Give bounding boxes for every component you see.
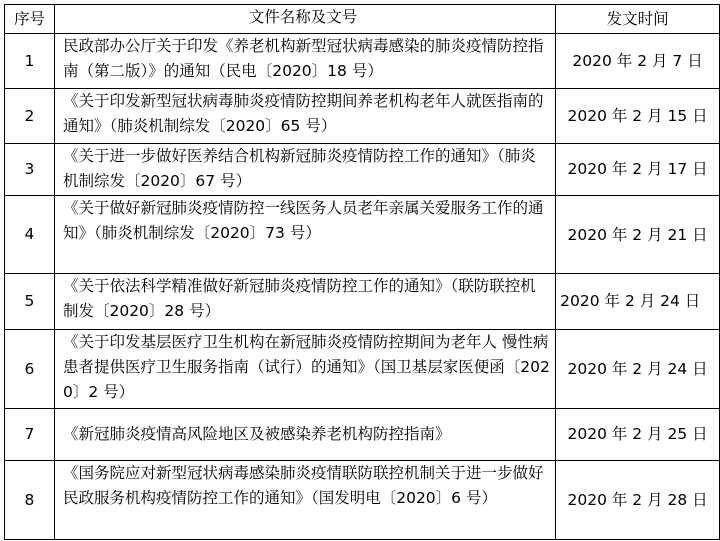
header-row <box>5 5 720 34</box>
table-row <box>5 89 720 144</box>
row-title: 《关于做好新冠肺炎疫情防控一线医务人员老年亲属关爱服务工作的通知》（肺炎机制综发〔2020〕73 号） <box>54 196 555 274</box>
table-row <box>5 144 720 196</box>
row-date: 2020 年 2 月 17 日 <box>556 144 720 196</box>
row-no: 3 <box>5 144 55 196</box>
row-title: 《新冠肺炎疫情高风险地区及被感染养老机构防控指南》 <box>54 409 555 461</box>
row-no: 2 <box>5 89 55 144</box>
table-row <box>5 330 720 409</box>
row-no: 8 <box>5 461 55 540</box>
row-title: 《关于进一步做好医养结合机构新冠肺炎疫情防控工作的通知》（肺炎机制综发〔2020〕67 号） <box>54 144 555 196</box>
row-date: 2020 年 2 月 21 日 <box>556 196 720 274</box>
row-date: 2020 年 2 月 24 日 <box>556 330 720 409</box>
row-date: 2020 年 2 月 28 日 <box>556 461 720 540</box>
table-row <box>5 274 720 330</box>
row-no: 5 <box>5 274 55 330</box>
row-title: 《关于印发新型冠状病毒肺炎疫情防控期间养老机构老年人就医指南的通知》（肺炎机制综发〔2020〕65 号） <box>54 89 555 144</box>
row-no: 1 <box>5 34 55 89</box>
row-no: 4 <box>5 196 55 274</box>
row-title: 《关于印发基层医疗卫生机构在新冠肺炎疫情防控期间为老年人 慢性病患者提供医疗卫生服务指南（试行）的通知》（国卫基层家医便函〔2020〕2 号） <box>54 330 555 409</box>
row-title: 《国务院应对新型冠状病毒感染肺炎疫情联防联控机制关于进一步做好民政服务机构疫情防控工作的通知》（国发明电〔2020〕6 号） <box>54 461 555 540</box>
row-title: 民政部办公厅关于印发《养老机构新型冠状病毒感染的肺炎疫情防控指南（第二版）》的通知（民电〔2020〕18 号） <box>54 34 555 89</box>
table-row <box>5 196 720 274</box>
header-date: 发文时间 <box>556 5 720 34</box>
row-date: 2020 年 2 月 25 日 <box>556 409 720 461</box>
row-no: 7 <box>5 409 55 461</box>
table-row <box>5 409 720 461</box>
document-table <box>4 4 720 540</box>
row-date: 2020 年 2 月 7 日 <box>556 34 720 89</box>
row-no: 6 <box>5 330 55 409</box>
row-date: 2020 年 2 月 24 日 <box>556 274 720 330</box>
row-title: 《关于依法科学精准做好新冠肺炎疫情防控工作的通知》（联防联控机制发〔2020〕28 号） <box>54 274 555 330</box>
table-row <box>5 461 720 540</box>
table-row <box>5 34 720 89</box>
row-date: 2020 年 2 月 15 日 <box>556 89 720 144</box>
header-no: 序号 <box>5 5 55 34</box>
header-title: 文件名称及文号 <box>54 5 555 34</box>
